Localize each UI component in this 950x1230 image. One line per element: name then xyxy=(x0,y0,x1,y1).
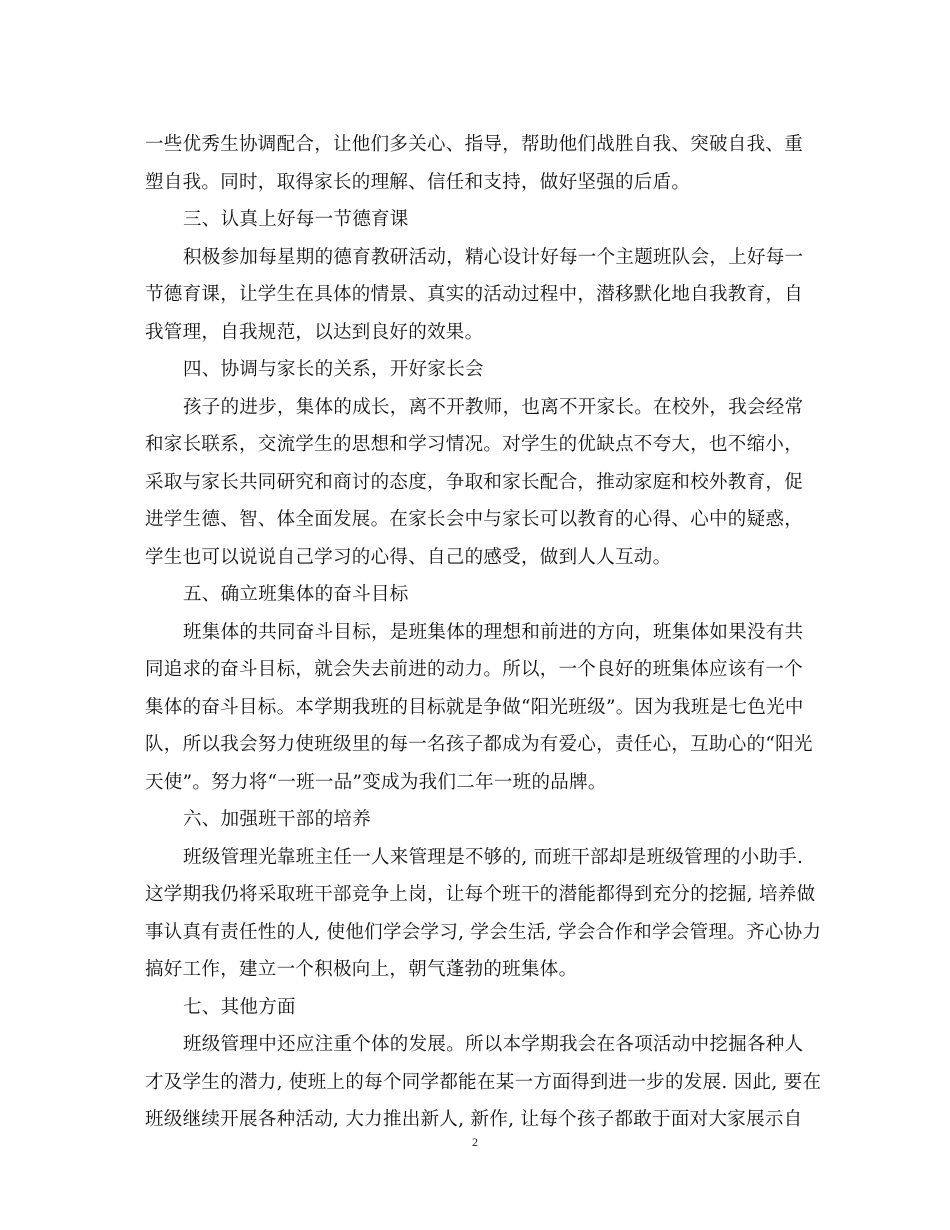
text-line: 班级管理光靠班主任一人来管理是不够的, 而班干部却是班级管理的小助手. xyxy=(183,846,804,868)
text-line: 一些优秀生协调配合，让他们多关心、指导，帮助他们战胜自我、突破自我、重 xyxy=(145,134,804,155)
text-line: 班集体的共同奋斗目标，是班集体的理想和前进的方向，班集体如果没有共 xyxy=(183,621,804,643)
text-line: 同追求的奋斗目标，就会失去前进的动力。所以，一个良好的班集体应该有一个 xyxy=(145,659,804,680)
text-line: 集体的奋斗目标。本学期我班的目标就是争做“阳光班级”。因为我班是七色光中 xyxy=(145,696,804,718)
text-line: 班级管理中还应注重个体的发展。所以本学期我会在各项活动中挖掘各种人 xyxy=(183,1034,804,1055)
page-number: 2 xyxy=(472,1135,478,1149)
text-line: 班级继续开展各种活动, 大力推出新人, 新作, 让每个孩子都敢于面对大家展示自 xyxy=(145,1109,803,1130)
section-heading: 七、其他方面 xyxy=(183,996,296,1018)
text-line: 节德育课，让学生在具体的情景、真实的活动过程中，潜移默化地自我教育，自 xyxy=(145,284,804,305)
text-line: 孩子的进步，集体的成长，离不开教师，也离不开家长。在校外，我会经常 xyxy=(183,396,804,418)
section-heading: 三、认真上好每一节德育课 xyxy=(183,209,409,230)
text-line: 积极参加每星期的德育教研活动，精心设计好每一个主题班队会，上好每一 xyxy=(183,246,804,268)
body-text xyxy=(145,126,822,1139)
text-line: 才及学生的潜力, 使班上的每个同学都能在某一方面得到进一步的发展. 因此, 要在 xyxy=(145,1071,822,1093)
text-line: 塑自我。同时，取得家长的理解、信任和支持，做好坚强的后盾。 xyxy=(145,171,691,193)
section-heading: 六、加强班干部的培养 xyxy=(183,809,372,830)
section-heading: 四、协调与家长的关系，开好家长会 xyxy=(183,359,484,380)
text-line: 搞好工作，建立一个积极向上，朝气蓬勃的班集体。 xyxy=(145,959,578,980)
text-line: 进学生德、智、体全面发展。在家长会中与家长可以教育的心得、心中的疑惑， xyxy=(145,509,804,530)
text-line: 队，所以我会努力使班级里的每一名孩子都成为有爱心，责任心，互助心的“阳光 xyxy=(145,734,813,755)
text-line: 我管理，自我规范，以达到良好的效果。 xyxy=(145,321,484,343)
section-heading: 五、确立班集体的奋斗目标 xyxy=(183,584,409,605)
text-line: 和家长联系，交流学生的思想和学习情况。对学生的优缺点不夸大，也不缩小， xyxy=(145,434,804,455)
text-line: 这学期我仍将采取班干部竞争上岗，让每个班干的潜能都得到充分的挖掘, 培养做 xyxy=(145,884,816,905)
text-line: 天使”。努力将“一班一品”变成为我们二年一班的品牌。 xyxy=(145,771,607,793)
text-line: 采取与家长共同研究和商讨的态度，争取和家长配合，推动家庭和校外教育，促 xyxy=(145,471,804,493)
text-line: 事认真有责任性的人, 使他们学会学习, 学会生活, 学会合作和学会管理。齐心协力 xyxy=(145,921,822,943)
text-line: 学生也可以说说自己学习的心得、自己的感受，做到人人互动。 xyxy=(145,546,672,568)
